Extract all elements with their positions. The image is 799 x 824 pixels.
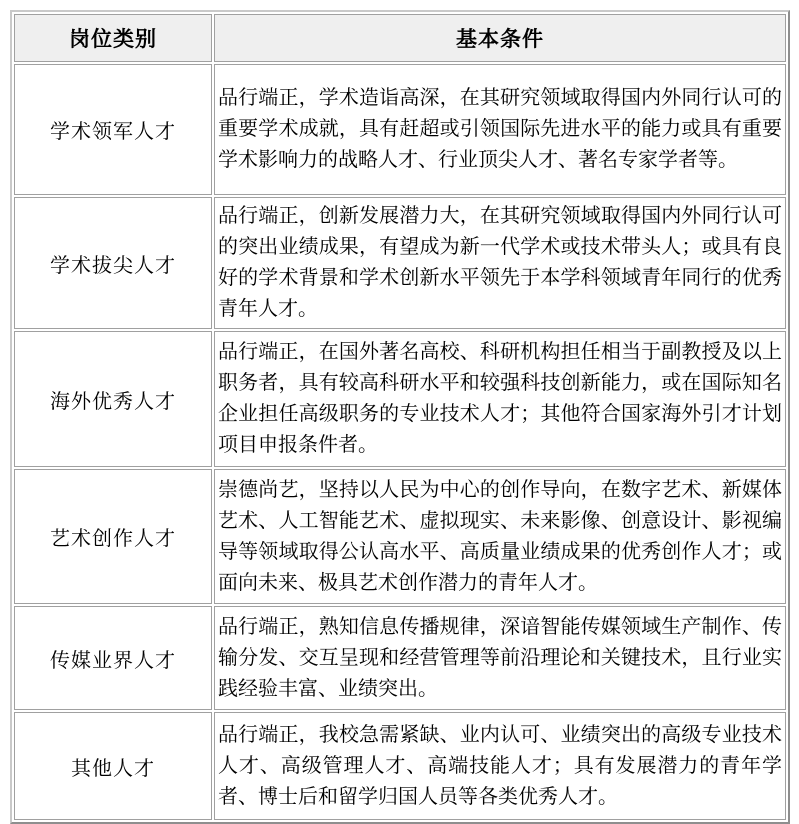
- header-cell-condition: 基本条件: [214, 14, 786, 62]
- category-cell: 传媒业界人才: [14, 606, 212, 710]
- table-row: [14, 606, 786, 710]
- header-cell-category: 岗位类别: [14, 14, 212, 62]
- category-cell: 其他人才: [14, 712, 212, 820]
- table-row: [14, 64, 786, 195]
- category-cell: 艺术创作人才: [14, 469, 212, 604]
- talent-table-container: [10, 10, 790, 824]
- category-cell: 学术领军人才: [14, 64, 212, 195]
- talent-table: [10, 10, 790, 824]
- table-row: [14, 712, 786, 820]
- condition-cell: 品行端正，创新发展潜力大，在其研究领域取得国内外同行认可的突出业绩成果，有望成为新一代学术或技术带头人；或具有良好的学术背景和学术创新水平领先于本学科领域青年同行的优秀青年人才。: [214, 197, 786, 329]
- table-row: [14, 469, 786, 604]
- condition-cell: 品行端正，在国外著名高校、科研机构担任相当于副教授及以上职务者，具有较高科研水平和较强科技创新能力，或在国际知名企业担任高级职务的专业技术人才；其他符合国家海外引才计划项目申报条件者。: [214, 331, 786, 467]
- condition-cell: 品行端正，我校急需紧缺、业内认可、业绩突出的高级专业技术人才、高级管理人才、高端技能人才；具有发展潜力的青年学者、博士后和留学归国人员等各类优秀人才。: [214, 712, 786, 820]
- category-cell: 学术拔尖人才: [14, 197, 212, 329]
- condition-cell: 品行端正，学术造诣高深，在其研究领域取得国内外同行认可的重要学术成就，具有赶超或引领国际先进水平的能力或具有重要学术影响力的战略人才、行业顶尖人才、著名专家学者等。: [214, 64, 786, 195]
- table-row: [14, 197, 786, 329]
- condition-cell: 品行端正，熟知信息传播规律，深谙智能传媒领域生产制作、传输分发、交互呈现和经营管理等前沿理论和关键技术，且行业实践经验丰富、业绩突出。: [214, 606, 786, 710]
- condition-cell: 崇德尚艺，坚持以人民为中心的创作导向，在数字艺术、新媒体艺术、人工智能艺术、虚拟现实、未来影像、创意设计、影视编导等领域取得公认高水平、高质量业绩成果的优秀创作人才；或面向未来、极具艺术创作潜力的青年人才。: [214, 469, 786, 604]
- table-row: [14, 331, 786, 467]
- category-cell: 海外优秀人才: [14, 331, 212, 467]
- table-header-row: [14, 14, 786, 62]
